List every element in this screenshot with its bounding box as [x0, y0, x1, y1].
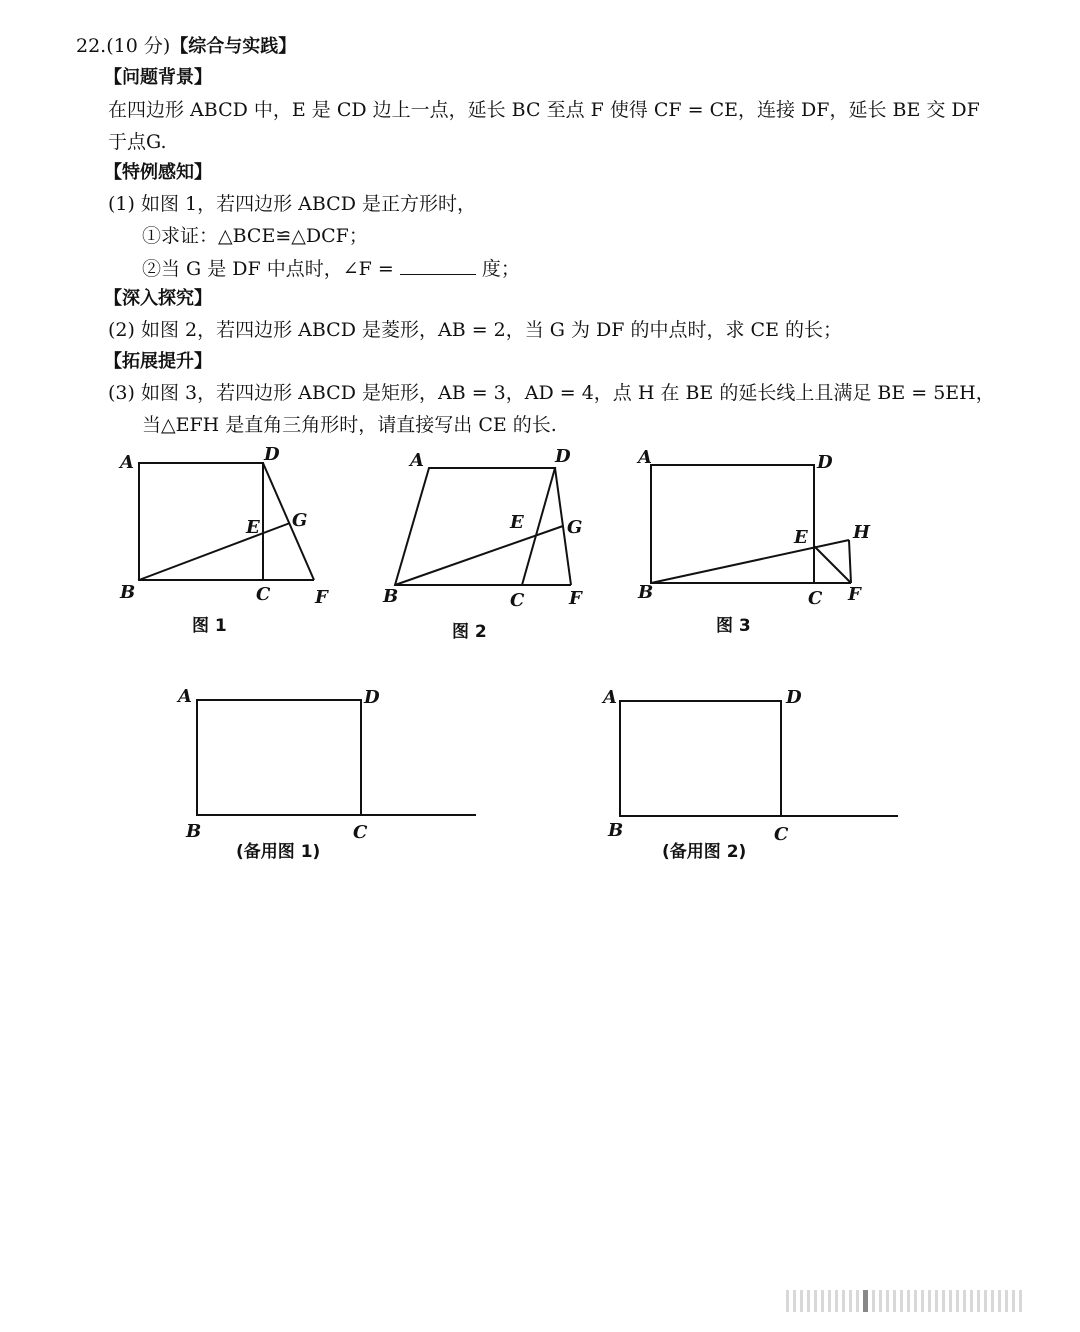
fig1-label-e: E [246, 517, 260, 538]
problem-score: (10 分) [106, 35, 171, 57]
fig1-label-c: C [256, 584, 271, 605]
spare-figure-1 [176, 686, 476, 862]
special-heading: 【特例感知】 [104, 162, 212, 183]
deep-heading: 【深入探究】 [104, 288, 212, 309]
spare1-caption: (备用图 1) [236, 842, 321, 862]
fig3-line-hf [849, 540, 851, 583]
spare2-label-d: D [786, 687, 802, 708]
background-text-2: 于点G. [108, 131, 167, 153]
fig3-label-a: A [638, 447, 652, 468]
fig2-rhombus [395, 468, 555, 585]
fig3-line-ef [814, 546, 851, 583]
fig1-label-b: B [120, 582, 136, 603]
spare1-label-d: D [364, 687, 380, 708]
spare1-rectangle [197, 700, 476, 815]
fig2-label-a: A [410, 450, 424, 471]
fig1-label-a: A [120, 452, 134, 473]
spare2-label-a: A [603, 687, 617, 708]
page-scroll-indicator[interactable] [786, 1290, 1056, 1318]
extend-heading: 【拓展提升】 [104, 351, 212, 372]
fig3-label-d: D [817, 452, 833, 473]
background-heading: 【问题背景】 [104, 67, 212, 88]
fig3-caption: 图 3 [716, 616, 751, 636]
fig1-caption: 图 1 [192, 616, 227, 636]
spare-figure-2 [601, 687, 898, 862]
question-3-line-1: (3) 如图 3，若四边形 ABCD 是矩形，AB = 3，AD = 4，点 H 在 BE 的延长线上且满足 BE = 5EH， [108, 382, 995, 404]
problem-number: 22. [76, 35, 107, 57]
fig2-label-d: D [555, 446, 571, 467]
fig2-label-g: G [567, 517, 583, 538]
spare1-label-c: C [353, 822, 368, 843]
fig3-label-e: E [794, 527, 808, 548]
figure-2 [382, 446, 583, 642]
fig3-label-h: H [853, 522, 871, 543]
fig1-label-g: G [292, 510, 308, 531]
figure-3 [636, 447, 871, 636]
fig2-label-b: B [383, 586, 399, 607]
background-text-1: 在四边形 ABCD 中，E 是 CD 边上一点，延长 BC 至点 F 使得 CF = CE，连接 DF，延长 BE 交 DF [108, 99, 980, 121]
question-1a: ①求证：△BCE≌△DCF； [142, 225, 368, 247]
question-1b-suffix: 度； [481, 258, 520, 280]
figure-1 [118, 444, 329, 636]
spare1-label-a: A [178, 686, 192, 707]
question-2: (2) 如图 2，若四边形 ABCD 是菱形，AB = 2，当 G 为 DF 的中点时，求 CE 的长； [108, 319, 842, 341]
fig1-label-f: F [315, 587, 328, 608]
fig1-square [139, 463, 263, 580]
spare1-label-b: B [186, 821, 202, 842]
question-1b-prefix: ②当 G 是 DF 中点时，∠F = [142, 258, 394, 280]
spare2-caption: (备用图 2) [662, 842, 747, 862]
question-1: (1) 如图 1，若四边形 ABCD 是正方形时， [108, 193, 476, 215]
fig1-label-d: D [264, 444, 280, 465]
problem-tag: 【综合与实践】 [170, 36, 297, 57]
question-3-line-2: 当△EFH 是直角三角形时，请直接写出 CE 的长. [142, 414, 557, 436]
fig2-label-f: F [569, 588, 582, 609]
fig3-label-f: F [848, 584, 861, 605]
fig2-line-bg [395, 526, 563, 585]
fig3-label-b: B [638, 582, 654, 603]
spare2-label-c: C [774, 824, 789, 845]
fig3-label-c: C [808, 588, 823, 609]
fig3-line-bh [651, 540, 849, 583]
fig2-label-c: C [510, 590, 525, 611]
fig1-line-bg [139, 523, 290, 580]
fig2-caption: 图 2 [452, 622, 487, 642]
spare2-label-b: B [608, 820, 624, 841]
spare2-rectangle [620, 701, 898, 816]
fig2-label-e: E [510, 512, 524, 533]
